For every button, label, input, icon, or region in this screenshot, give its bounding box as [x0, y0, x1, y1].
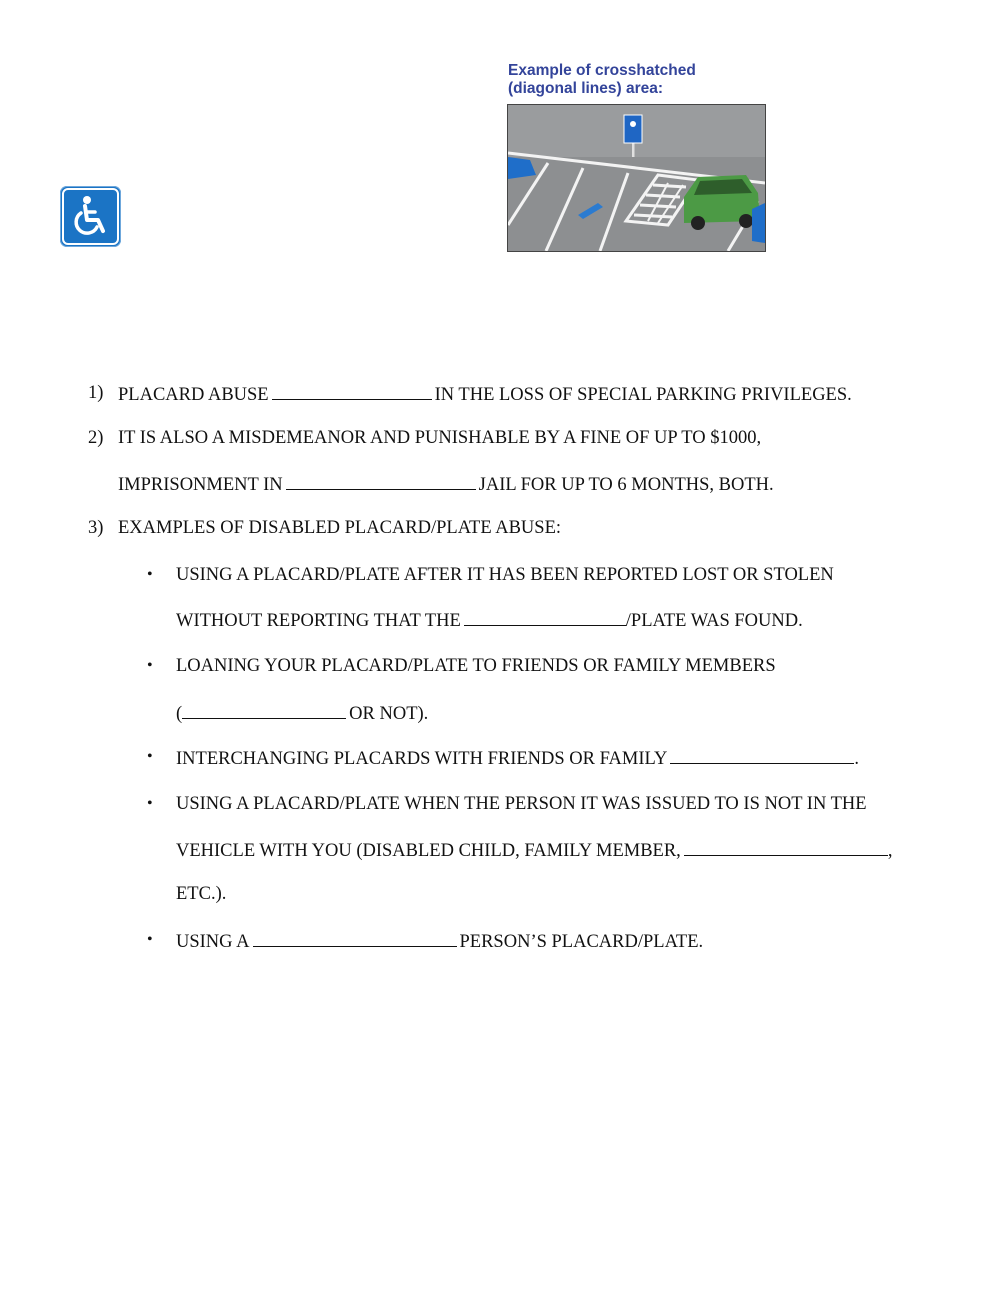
item-1-before: PLACARD ABUSE: [118, 385, 269, 405]
bullet-3-text: [176, 746, 859, 770]
item-2-before: IMPRISONMENT IN: [118, 475, 283, 495]
bullet-4-line-2: [176, 838, 892, 862]
caption-line-1: Example of crosshatched: [508, 62, 696, 79]
item-number-3: 3): [88, 518, 104, 538]
answer-blank-7[interactable]: [253, 929, 457, 947]
bullet-3-after: .: [854, 749, 859, 769]
bullet-5-text: [176, 929, 703, 953]
bullet-1-before: WITHOUT REPORTING THAT THE: [176, 611, 461, 631]
bullet-2-line-2: [176, 701, 428, 725]
bullet-3-before: INTERCHANGING PLACARDS WITH FRIENDS OR FAMILY: [176, 749, 668, 769]
bullet-4-symbol: •: [147, 795, 153, 812]
answer-blank-4[interactable]: [182, 701, 346, 719]
bullet-4-line-3: ETC.).: [176, 884, 227, 904]
bullet-1-line-1: USING A PLACARD/PLATE AFTER IT HAS BEEN REPORTED LOST OR STOLEN: [176, 565, 834, 585]
answer-blank-5[interactable]: [670, 746, 854, 764]
bullet-2-symbol: •: [147, 657, 153, 674]
answer-blank-3[interactable]: [464, 608, 626, 626]
answer-blank-6[interactable]: [684, 838, 888, 856]
figure-caption: [508, 62, 768, 98]
bullet-5-symbol: •: [147, 931, 153, 948]
bullet-2-after: OR NOT).: [349, 704, 429, 724]
bullet-4-line-1: USING A PLACARD/PLATE WHEN THE PERSON IT WAS ISSUED TO IS NOT IN THE: [176, 794, 867, 814]
caption-line-2: (diagonal lines) area:: [508, 80, 664, 97]
item-1-text: [118, 382, 852, 406]
item-2-line-2: [118, 472, 774, 496]
item-2-line-1: IT IS ALSO A MISDEMEANOR AND PUNISHABLE BY A FINE OF UP TO $1000,: [118, 428, 762, 448]
bullet-4-after: ,: [887, 841, 893, 861]
item-2-after: JAIL FOR UP TO 6 MONTHS, BOTH.: [478, 475, 774, 495]
bullet-2-before: (: [176, 704, 183, 724]
bullet-2-line-1: LOANING YOUR PLACARD/PLATE TO FRIENDS OR FAMILY MEMBERS: [176, 656, 776, 676]
wheelchair-icon: [60, 186, 121, 247]
item-3-heading: EXAMPLES OF DISABLED PLACARD/PLATE ABUSE:: [118, 518, 562, 538]
bullet-1-after: /PLATE WAS FOUND.: [625, 611, 803, 631]
item-1-after: IN THE LOSS OF SPECIAL PARKING PRIVILEGES.: [434, 385, 852, 405]
bullet-1-line-2: [176, 608, 803, 632]
bullet-5-after: PERSON’S PLACARD/PLATE.: [459, 932, 704, 952]
answer-blank-2[interactable]: [286, 472, 476, 490]
item-number-2: 2): [88, 428, 104, 448]
bullet-3-symbol: •: [147, 748, 153, 765]
bullet-4-before: VEHICLE WITH YOU (DISABLED CHILD, FAMILY MEMBER,: [176, 841, 681, 861]
answer-blank-1[interactable]: [272, 382, 432, 400]
bullet-1-symbol: •: [147, 566, 153, 583]
item-number-1: 1): [88, 383, 104, 403]
bullet-5-before: USING A: [176, 932, 250, 952]
parking-lot-illustration: [507, 104, 766, 252]
